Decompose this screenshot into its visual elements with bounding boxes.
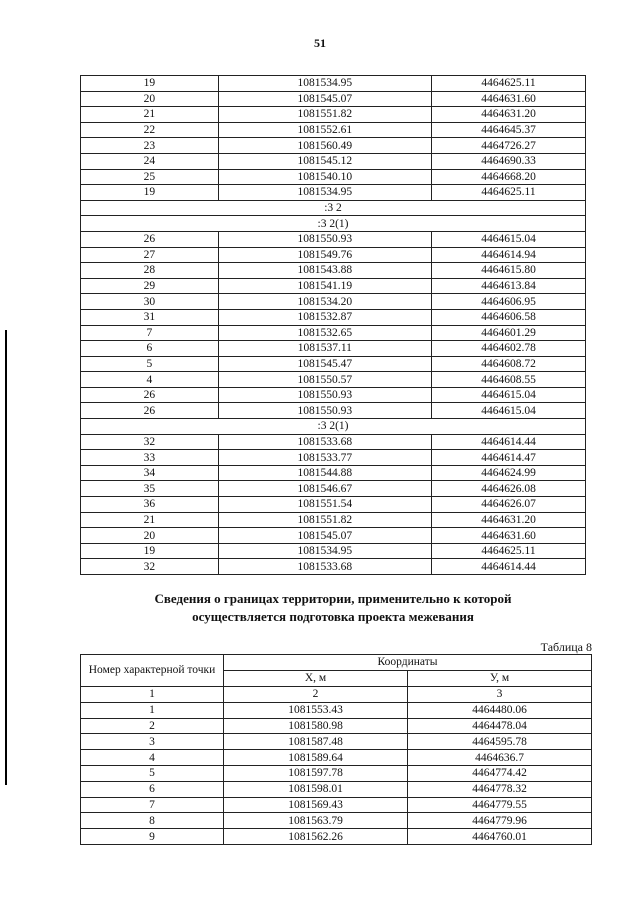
point-number-cell: 4 [81,372,219,388]
point-number-cell: 5 [81,765,224,781]
point-number-cell: 20 [81,91,219,107]
x-coordinate-cell: 1081589.64 [224,750,408,766]
x-coordinate-cell: 1081560.49 [218,138,431,154]
x-coordinate-cell: 1081534.95 [218,185,431,201]
point-number-cell: 6 [81,341,219,357]
y-coordinate-cell: 4464774.42 [408,765,592,781]
x-coordinate-cell: 1081580.98 [224,718,408,734]
y-coordinate-cell: 4464606.58 [432,309,586,325]
x-coordinate-cell: 1081597.78 [224,765,408,781]
table-row [81,465,586,481]
table-row [81,829,592,845]
y-coordinate-cell: 4464760.01 [408,829,592,845]
x-coordinate-cell: 1081550.93 [218,403,431,419]
column-index-cell: 1 [81,687,224,703]
table-row [81,153,586,169]
y-coordinate-cell: 4464615.80 [432,263,586,279]
x-coordinate-cell: 1081534.20 [218,294,431,310]
table-row [81,734,592,750]
x-coordinate-cell: 1081534.95 [218,76,431,92]
group-header-cell: :3 2(1) [81,216,586,232]
table-row [81,702,592,718]
y-coordinate-cell: 4464626.08 [432,481,586,497]
x-coordinate-cell: 1081551.82 [218,512,431,528]
x-coordinate-cell: 1081553.43 [224,702,408,718]
x-coordinate-cell: 1081598.01 [224,781,408,797]
point-number-cell: 2 [81,718,224,734]
point-number-cell: 34 [81,465,219,481]
x-coordinate-cell: 1081549.76 [218,247,431,263]
x-coordinate-cell: 1081540.10 [218,169,431,185]
point-number-cell: 7 [81,797,224,813]
y-coordinate-cell: 4464636.7 [408,750,592,766]
x-coordinate-cell: 1081587.48 [224,734,408,750]
y-coordinate-cell: 4464614.94 [432,247,586,263]
y-coordinate-cell: 4464778.32 [408,781,592,797]
table-row [81,387,586,403]
y-coordinate-cell: 4464602.78 [432,341,586,357]
x-coordinate-cell: 1081563.79 [224,813,408,829]
y-coordinate-cell: 4464480.06 [408,702,592,718]
header-point-number: Номер характерной точки [81,655,224,687]
table-row [81,797,592,813]
group-header-cell: :3 2(1) [81,419,586,435]
x-coordinate-cell: 1081532.65 [218,325,431,341]
section-title-line-2: осуществляется подготовка проекта межевания [192,609,474,624]
table-row [81,813,592,829]
y-coordinate-cell: 4464645.37 [432,122,586,138]
coordinates-table-continued [80,75,586,575]
y-coordinate-cell: 4464631.60 [432,91,586,107]
y-coordinate-cell: 4464668.20 [432,169,586,185]
page-number: 51 [314,36,326,50]
point-number-cell: 26 [81,231,219,247]
point-number-cell: 5 [81,356,219,372]
y-coordinate-cell: 4464625.11 [432,185,586,201]
table-row [81,497,586,513]
x-coordinate-cell: 1081550.93 [218,231,431,247]
table-row [81,263,586,279]
column-index-cell: 2 [224,687,408,703]
x-coordinate-cell: 1081545.07 [218,528,431,544]
y-coordinate-cell: 4464615.04 [432,387,586,403]
y-coordinate-cell: 4464726.27 [432,138,586,154]
point-number-cell: 30 [81,294,219,310]
y-coordinate-cell: 4464608.72 [432,356,586,372]
y-coordinate-cell: 4464631.20 [432,107,586,123]
table-row [81,543,586,559]
table-row [81,512,586,528]
table-group-header [81,216,586,232]
x-coordinate-cell: 1081534.95 [218,543,431,559]
point-number-cell: 7 [81,325,219,341]
y-coordinate-cell: 4464625.11 [432,543,586,559]
table-group-header [81,419,586,435]
point-number-cell: 32 [81,434,219,450]
column-index-row [81,687,592,703]
point-number-cell: 32 [81,559,219,575]
table-row [81,481,586,497]
x-coordinate-cell: 1081569.43 [224,797,408,813]
x-coordinate-cell: 1081544.88 [218,465,431,481]
table-group-header [81,200,586,216]
point-number-cell: 1 [81,702,224,718]
table-row [81,247,586,263]
header-coordinates: Координаты [224,655,592,671]
y-coordinate-cell: 4464614.44 [432,559,586,575]
y-coordinate-cell: 4464478.04 [408,718,592,734]
table-row [81,107,586,123]
x-coordinate-cell: 1081533.68 [218,434,431,450]
y-coordinate-cell: 4464614.47 [432,450,586,466]
point-number-cell: 28 [81,263,219,279]
table-row [81,450,586,466]
point-number-cell: 35 [81,481,219,497]
point-number-cell: 4 [81,750,224,766]
header-x: Х, м [224,671,408,687]
x-coordinate-cell: 1081545.07 [218,91,431,107]
point-number-cell: 19 [81,76,219,92]
point-number-cell: 23 [81,138,219,154]
y-coordinate-cell: 4464779.96 [408,813,592,829]
table-row [81,356,586,372]
x-coordinate-cell: 1081545.12 [218,153,431,169]
table-row [81,309,586,325]
x-coordinate-cell: 1081552.61 [218,122,431,138]
y-coordinate-cell: 4464615.04 [432,231,586,247]
x-coordinate-cell: 1081543.88 [218,263,431,279]
point-number-cell: 24 [81,153,219,169]
point-number-cell: 6 [81,781,224,797]
point-number-cell: 25 [81,169,219,185]
group-header-cell: :3 2 [81,200,586,216]
point-number-cell: 27 [81,247,219,263]
x-coordinate-cell: 1081541.19 [218,278,431,294]
y-coordinate-cell: 4464615.04 [432,403,586,419]
x-coordinate-cell: 1081533.77 [218,450,431,466]
point-number-cell: 36 [81,497,219,513]
y-coordinate-cell: 4464631.60 [432,528,586,544]
table-row [81,528,586,544]
x-coordinate-cell: 1081551.54 [218,497,431,513]
table-row [81,76,586,92]
table-caption: Таблица 8 [540,640,592,654]
table-row [81,341,586,357]
x-coordinate-cell: 1081550.93 [218,387,431,403]
table-row [81,372,586,388]
column-index-cell: 3 [408,687,592,703]
x-coordinate-cell: 1081551.82 [218,107,431,123]
point-number-cell: 21 [81,107,219,123]
x-coordinate-cell: 1081537.11 [218,341,431,357]
point-number-cell: 33 [81,450,219,466]
point-number-cell: 31 [81,309,219,325]
table-row [81,169,586,185]
table-row [81,718,592,734]
table-row [81,91,586,107]
point-number-cell: 8 [81,813,224,829]
point-number-cell: 26 [81,387,219,403]
x-coordinate-cell: 1081562.26 [224,829,408,845]
x-coordinate-cell: 1081533.68 [218,559,431,575]
table-row [81,294,586,310]
point-number-cell: 19 [81,543,219,559]
table-row [81,185,586,201]
x-coordinate-cell: 1081545.47 [218,356,431,372]
x-coordinate-cell: 1081546.67 [218,481,431,497]
x-coordinate-cell: 1081532.87 [218,309,431,325]
point-number-cell: 26 [81,403,219,419]
table-row [81,750,592,766]
table-row [81,122,586,138]
point-number-cell: 9 [81,829,224,845]
y-coordinate-cell: 4464626.07 [432,497,586,513]
table-row [81,138,586,154]
table-row [81,434,586,450]
table-row [81,765,592,781]
table-row [81,231,586,247]
scan-margin-line [5,330,7,785]
table-row [81,781,592,797]
point-number-cell: 21 [81,512,219,528]
point-number-cell: 29 [81,278,219,294]
y-coordinate-cell: 4464614.44 [432,434,586,450]
point-number-cell: 19 [81,185,219,201]
table-row [81,278,586,294]
y-coordinate-cell: 4464601.29 [432,325,586,341]
table-row [81,559,586,575]
boundary-points-table [80,654,592,845]
y-coordinate-cell: 4464779.55 [408,797,592,813]
y-coordinate-cell: 4464595.78 [408,734,592,750]
point-number-cell: 22 [81,122,219,138]
y-coordinate-cell: 4464624.99 [432,465,586,481]
x-coordinate-cell: 1081550.57 [218,372,431,388]
section-title-line-1: Сведения о границах территории, применительно к которой [154,591,512,606]
point-number-cell: 20 [81,528,219,544]
y-coordinate-cell: 4464625.11 [432,76,586,92]
y-coordinate-cell: 4464631.20 [432,512,586,528]
header-y: У, м [408,671,592,687]
y-coordinate-cell: 4464613.84 [432,278,586,294]
y-coordinate-cell: 4464608.55 [432,372,586,388]
point-number-cell: 3 [81,734,224,750]
y-coordinate-cell: 4464606.95 [432,294,586,310]
section-title [80,590,586,626]
table-row [81,403,586,419]
y-coordinate-cell: 4464690.33 [432,153,586,169]
table-row [81,325,586,341]
